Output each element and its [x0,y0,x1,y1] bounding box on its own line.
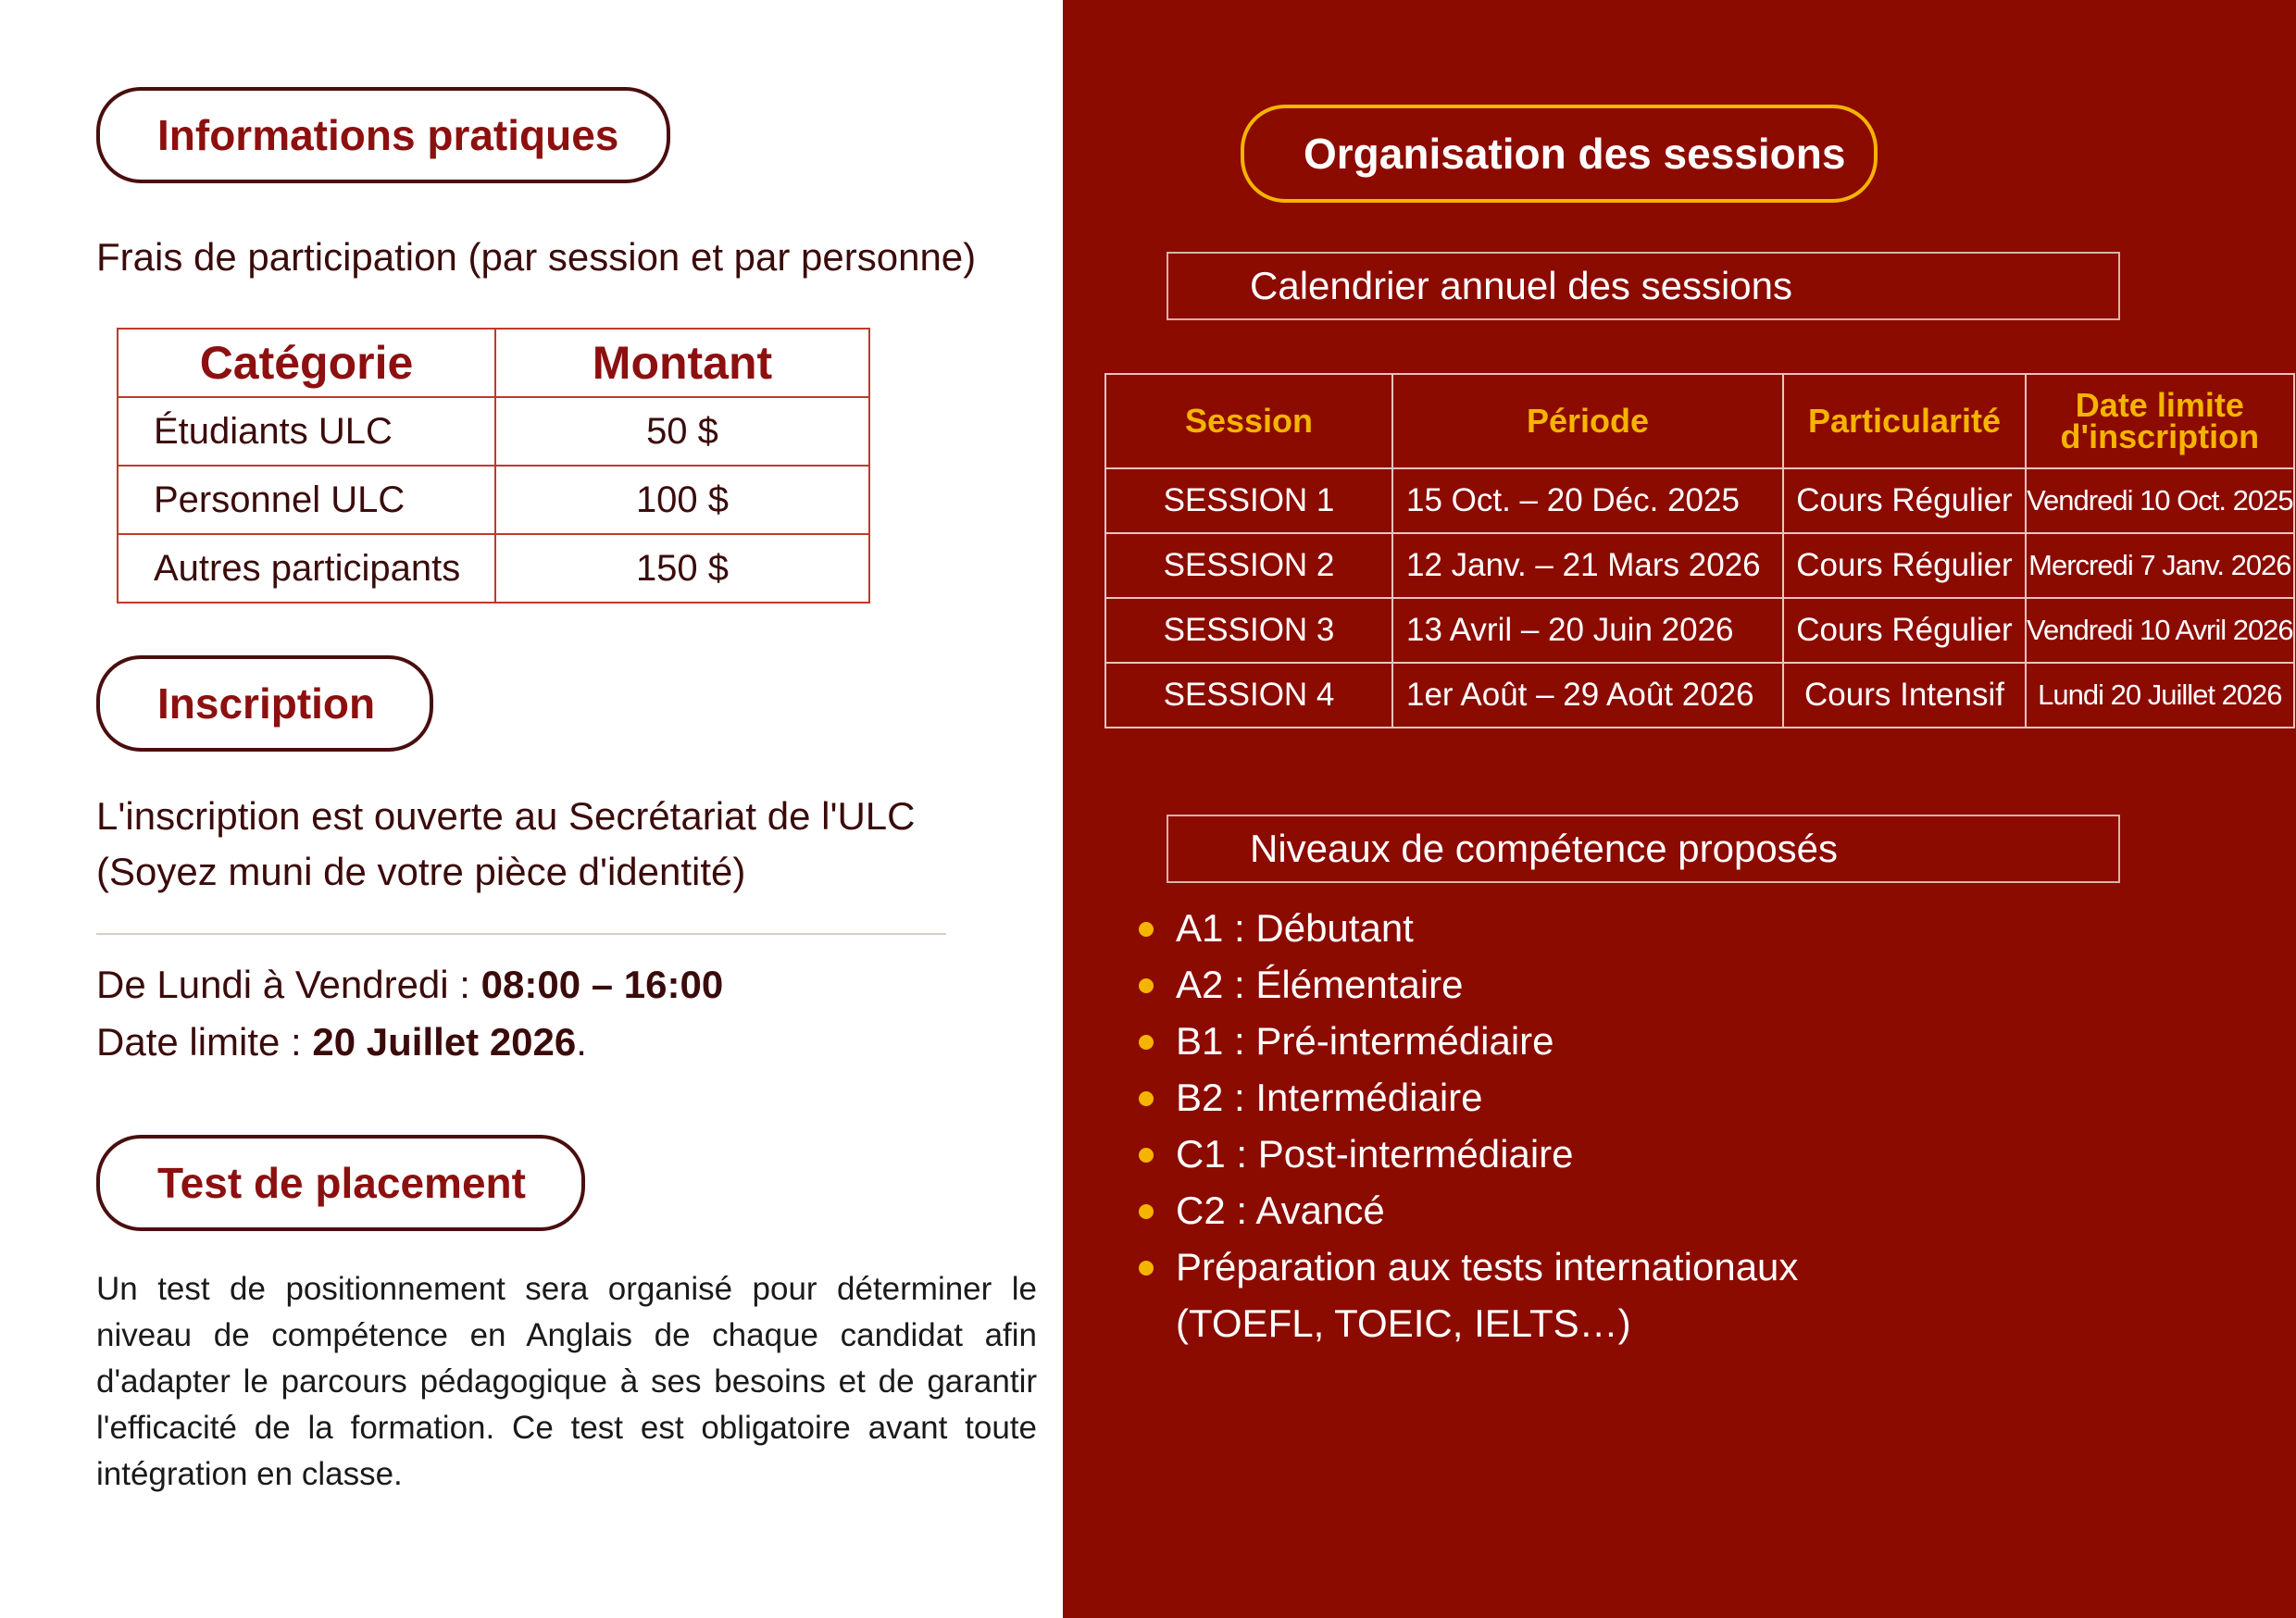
fees-header-amount: Montant [495,329,869,397]
registration-heading: Inscription [96,655,433,752]
table-row [1105,598,2294,663]
list-item [1137,1013,1798,1069]
opening-hours-value: 08:00 – 16:00 [480,963,724,1006]
table-row [118,397,869,466]
left-panel [0,0,1063,1618]
deadline-suffix: . [576,1020,587,1064]
session-deadline: Lundi 20 Juillet 2026 [2026,663,2294,728]
sessions-table [1104,373,2295,728]
session-period: 15 Oct. – 20 Déc. 2025 [1392,468,1783,533]
session-deadline: Mercredi 7 Janv. 2026 [2026,533,2294,598]
placement-test-heading: Test de placement [96,1135,585,1231]
header-deadline: Date limite d'inscription [2026,374,2294,468]
bullet-icon [1139,1148,1154,1163]
table-row [1105,533,2294,598]
session-type: Cours Intensif [1783,663,2026,728]
bullet-icon [1139,922,1154,937]
header-period: Période [1392,374,1783,468]
bullet-icon [1139,1035,1154,1050]
fees-intro: Frais de participation (par session et par personne) [96,235,977,279]
session-type: Cours Régulier [1783,598,2026,663]
sessions-table-header-row [1105,374,2294,468]
divider [96,933,946,935]
fee-category: Autres participants [118,534,495,603]
list-item [1137,956,1798,1013]
list-item [1137,900,1798,956]
registration-line-2: (Soyez muni de votre pièce d'identité) [96,850,746,893]
level-label: C2 : Avancé [1176,1189,1385,1232]
level-label: C1 : Post-intermédiaire [1176,1132,1574,1176]
calendar-label-box: Calendrier annuel des sessions [1167,252,2120,320]
registration-line-1: L'inscription est ouverte au Secrétariat de l'ULC [96,794,916,838]
levels-list [1137,900,1798,1351]
level-label: A2 : Élémentaire [1176,963,1464,1006]
list-item [1137,1126,1798,1182]
session-period: 1er Août – 29 Août 2026 [1392,663,1783,728]
header-session: Session [1105,374,1392,468]
session-name: SESSION 1 [1105,468,1392,533]
bullet-icon [1139,1091,1154,1106]
session-period: 12 Janv. – 21 Mars 2026 [1392,533,1783,598]
table-row [1105,663,2294,728]
fees-table [117,328,870,604]
right-panel [1063,0,2296,1618]
levels-label-box: Niveaux de compétence proposés [1167,815,2120,883]
deadline-label: Date limite : [96,1020,313,1064]
placement-test-text: Un test de positionnement sera organisé pour déterminer le niveau de compétence en Anglais de chaque candidat afin d'adapter le parcours pédagogique à ses besoins et de garantir l'efficacité de la formation. Ce test est obligatoire avant toute intégration en classe. [96,1271,1037,1492]
session-type: Cours Régulier [1783,533,2026,598]
header-type: Particularité [1783,374,2026,468]
table-row [1105,468,2294,533]
deadline-value: 20 Juillet 2026 [312,1020,577,1064]
bullet-icon [1139,978,1154,993]
sessions-heading: Organisation des sessions [1241,105,1878,203]
session-deadline: Vendredi 10 Avril 2026 [2026,598,2294,663]
session-name: SESSION 3 [1105,598,1392,663]
bullet-icon [1139,1204,1154,1219]
registration-deadline [96,1020,587,1064]
table-row [118,534,869,603]
fee-amount: 100 $ [495,466,869,534]
fee-amount: 150 $ [495,534,869,603]
list-item-continuation [1137,1295,1798,1351]
session-deadline: Vendredi 10 Oct. 2025 [2026,468,2294,533]
level-label: B2 : Intermédiaire [1176,1076,1483,1119]
session-period: 13 Avril – 20 Juin 2026 [1392,598,1783,663]
list-item [1137,1069,1798,1126]
level-label: Préparation aux tests internationaux [1176,1245,1799,1288]
table-row [118,466,869,534]
fees-table-header-row [118,329,869,397]
fee-category: Étudiants ULC [118,397,495,466]
bullet-icon [1139,1261,1154,1276]
session-type: Cours Régulier [1783,468,2026,533]
level-label: (TOEFL, TOEIC, IELTS…) [1176,1301,1631,1345]
list-item [1137,1238,1798,1295]
level-label: B1 : Pré-intermédiaire [1176,1019,1554,1063]
list-item [1137,1182,1798,1238]
session-name: SESSION 4 [1105,663,1392,728]
level-label: A1 : Débutant [1176,906,1414,950]
opening-hours-label: De Lundi à Vendredi : [96,963,481,1006]
fee-amount: 50 $ [495,397,869,466]
fee-category: Personnel ULC [118,466,495,534]
opening-hours [96,963,723,1007]
practical-info-heading: Informations pratiques [96,87,670,183]
session-name: SESSION 2 [1105,533,1392,598]
fees-header-category: Catégorie [118,329,495,397]
